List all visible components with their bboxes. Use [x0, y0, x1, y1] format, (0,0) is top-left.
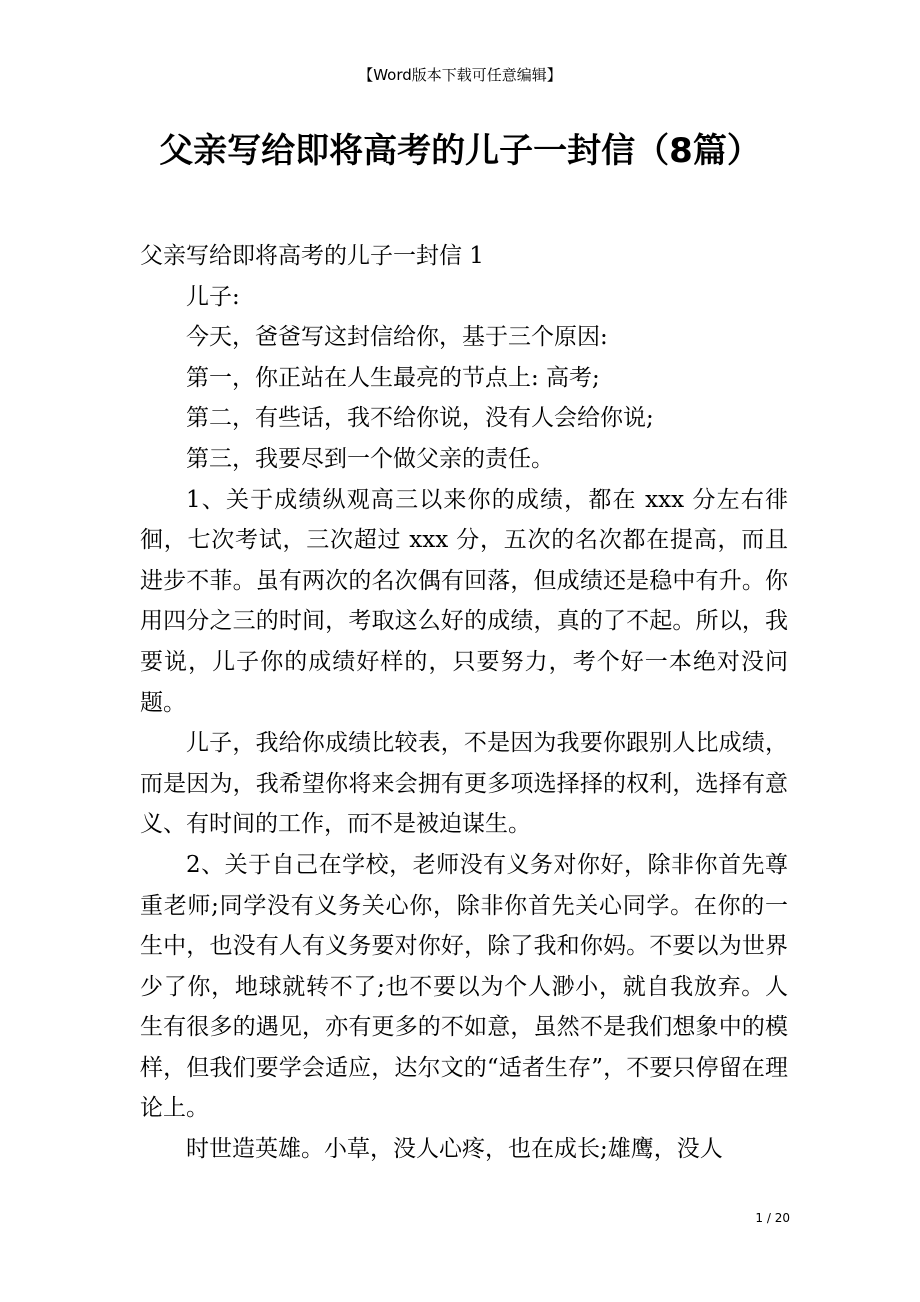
grades-paragraph: 1、关于成绩纵观高三以来你的成绩，都在 xxx 分左右徘徊，七次考试，三次超过 xxx 分，五次的名次都在提高，而且进步不菲。虽有两次的名次偶有回落，但成绩还是稳中有升。你用四分之三的时间，考取这么好的成绩，真的了不起。所以，我要说，儿子你的成绩好样的，只要努力，考个好一本绝对没问题。: [140, 486, 788, 716]
reason-one-paragraph: 第一，你正站在人生最亮的节点上: 高考;: [186, 364, 600, 391]
document-title: 父亲写给即将高考的儿子一封信（8篇）: [159, 131, 761, 171]
reason-three-paragraph: 第三，我要尽到一个做父亲的责任。: [186, 445, 554, 472]
intro-paragraph: 今天，爸爸写这封信给你，基于三个原因:: [186, 324, 608, 351]
section-heading: 父亲写给即将高考的儿子一封信 1: [140, 243, 484, 269]
comparison-paragraph: 儿子，我给你成绩比较表，不是因为我要你跟别人比成绩，而是因为，我希望你将来会拥有更多项选择择的权利，选择有意义、有时间的工作，而不是被迫谋生。: [140, 730, 788, 838]
school-paragraph: 2、关于自己在学校，老师没有义务对你好，除非你首先尊重老师;同学没有义务关心你，除非你首先关心同学。在你的一生中，也没有人有义务要对你好，除了我和你妈。不要以为世界少了你，地球就转不了;也不要以为个人渺小，就自我放弃。人生有很多的遇见，亦有更多的不如意，虽然不是我们想象中的模样，但我们要学会适应，达尔文的“适者生存”，不要只停留在理论上。: [140, 851, 788, 1122]
document-body: [140, 236, 788, 1170]
reason-two-paragraph: 第二，有些话，我不给你说，没有人会给你说;: [186, 405, 654, 432]
download-note-header: 【Word版本下载可任意编辑】: [358, 66, 562, 84]
hero-paragraph: 时世造英雄。小草，没人心疼，也在成长;雄鹰，没人: [186, 1136, 723, 1163]
page-number: 1 / 20: [755, 1211, 790, 1225]
salutation-paragraph: 儿子:: [186, 283, 240, 310]
